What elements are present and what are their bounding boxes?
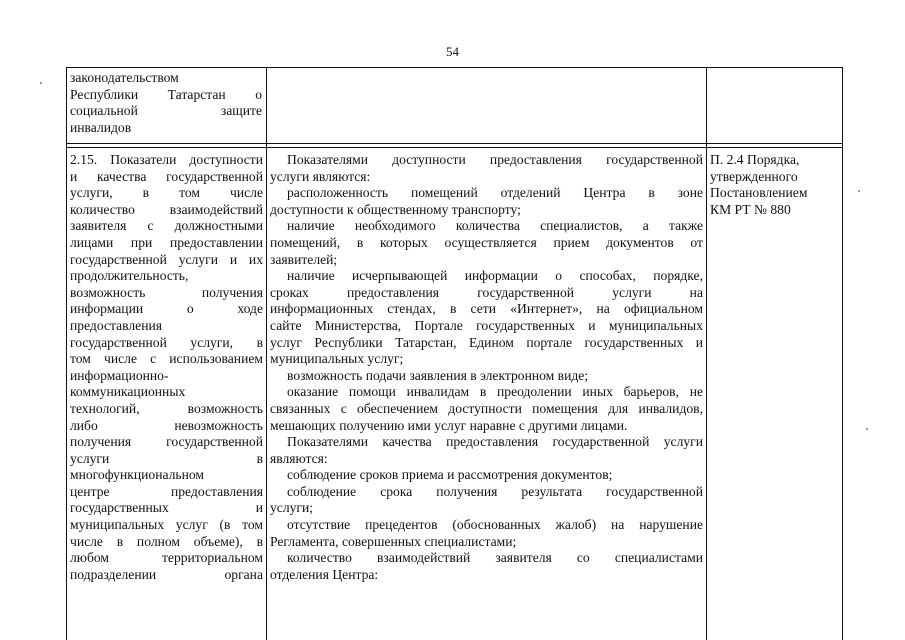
column-separator	[706, 67, 707, 640]
table-right-border	[842, 67, 843, 640]
text-line: заявителя с должностными	[70, 218, 263, 234]
text-line: Республики Татарстан о	[70, 86, 262, 102]
text-line: утвержденного	[710, 168, 798, 184]
text-line: Постановлением	[710, 185, 808, 201]
text-line: возможность подачи заявления в электронном виде;	[287, 367, 589, 383]
row2-col3-cell	[710, 152, 840, 218]
text-line: муниципальных услуг (в том	[70, 517, 263, 533]
text-line: либо невозможность	[70, 417, 263, 433]
text-line: продолжительность,	[70, 268, 189, 284]
text-line: 2.15. Показатели доступности	[70, 152, 263, 167]
text-line: муниципальных услуг;	[270, 351, 404, 367]
text-line: информации о ходе	[70, 301, 263, 317]
text-line: государственной услуги, в	[70, 334, 263, 350]
text-line: любом территориальном	[70, 550, 263, 566]
text-line: отсутствие прецедентов (обоснованных жалоб) на нарушение	[287, 517, 703, 533]
row1-col1-cell	[70, 70, 262, 136]
text-line: информационных стендах, в сети «Интернет», на официальном	[270, 301, 703, 317]
text-line: услуги являются:	[270, 168, 371, 184]
scan-speck	[40, 82, 42, 84]
text-line: возможность получения	[70, 284, 263, 300]
text-line: социальной защите	[70, 103, 262, 119]
text-line: Регламента, совершенных специалистами;	[270, 533, 517, 549]
text-line: помещений, в которых осуществляется прием документов от	[270, 234, 703, 250]
text-line: соблюдение срока получения результата государственной	[287, 483, 703, 499]
text-line: законодательством	[70, 70, 179, 85]
text-line: многофункциональном	[70, 467, 205, 483]
column-separator	[266, 67, 267, 640]
text-line: государственной услуги и их	[70, 251, 263, 267]
text-line: оказание помощи инвалидам в преодолении иных барьеров, не	[287, 384, 703, 400]
text-line: соблюдение сроков приема и рассмотрения документов;	[287, 467, 613, 483]
text-line: услуги в	[70, 450, 263, 466]
row-separator	[66, 147, 842, 148]
text-line: заявителей;	[270, 251, 338, 267]
text-line: центре предоставления	[70, 483, 263, 499]
text-line: доступности к общественному транспорту;	[270, 201, 521, 217]
text-line: П. 2.4 Порядка,	[710, 152, 800, 167]
text-line: наличие необходимого количества специалистов, а также	[287, 218, 703, 234]
text-line: услуги, в том числе	[70, 185, 263, 201]
text-line: предоставления	[70, 317, 163, 333]
text-line: расположенность помещений отделений Центра в зоне	[287, 185, 703, 201]
row2-col1-cell	[70, 152, 263, 583]
row-separator	[66, 143, 842, 144]
text-line: услуг Республики Татарстан, Едином портале государственных и	[270, 334, 703, 350]
text-line: сроках предоставления государственной услуги на	[270, 284, 703, 300]
text-line: количество взаимодействий	[70, 201, 263, 217]
text-line: инвалидов	[70, 119, 132, 135]
text-line: Показателями качества предоставления государственной услуги	[287, 434, 703, 450]
scan-speck	[866, 428, 868, 430]
text-line: и качества государственной	[70, 168, 263, 184]
text-line: услуги;	[270, 500, 314, 516]
text-line: Показателями доступности предоставления государственной	[287, 152, 703, 167]
text-line: лицами при предоставлении	[70, 234, 263, 250]
row2-col2-cell	[270, 152, 703, 583]
scan-speck	[858, 190, 860, 192]
text-line: КМ РТ № 880	[710, 201, 791, 217]
text-line: числе в полном объеме), в	[70, 533, 263, 549]
text-line: мешающих получению ими услуг наравне с другими лицами.	[270, 417, 628, 433]
text-line: коммуникационных	[70, 384, 186, 400]
text-line: сайте Министерства, Портале государственных и муниципальных	[270, 317, 703, 333]
text-line: получения государственной	[70, 434, 263, 450]
text-line: количество взаимодействий заявителя со специалистами	[287, 550, 703, 566]
text-line: наличие исчерпывающей информации о способах, порядке,	[287, 268, 703, 284]
text-line: являются:	[270, 450, 328, 466]
text-line: информационно-	[70, 367, 169, 383]
text-line: отделения Центра:	[270, 566, 379, 582]
text-line: связанных с обеспечением доступности помещения для инвалидов,	[270, 400, 703, 416]
table-top-border	[66, 67, 842, 68]
table-left-border	[66, 67, 67, 640]
text-line: государственных и	[70, 500, 263, 516]
text-line: подразделении органа	[70, 566, 263, 582]
page-number: 54	[446, 44, 459, 59]
text-line: технологий, возможность	[70, 400, 263, 416]
text-line: том числе с использованием	[70, 351, 263, 367]
